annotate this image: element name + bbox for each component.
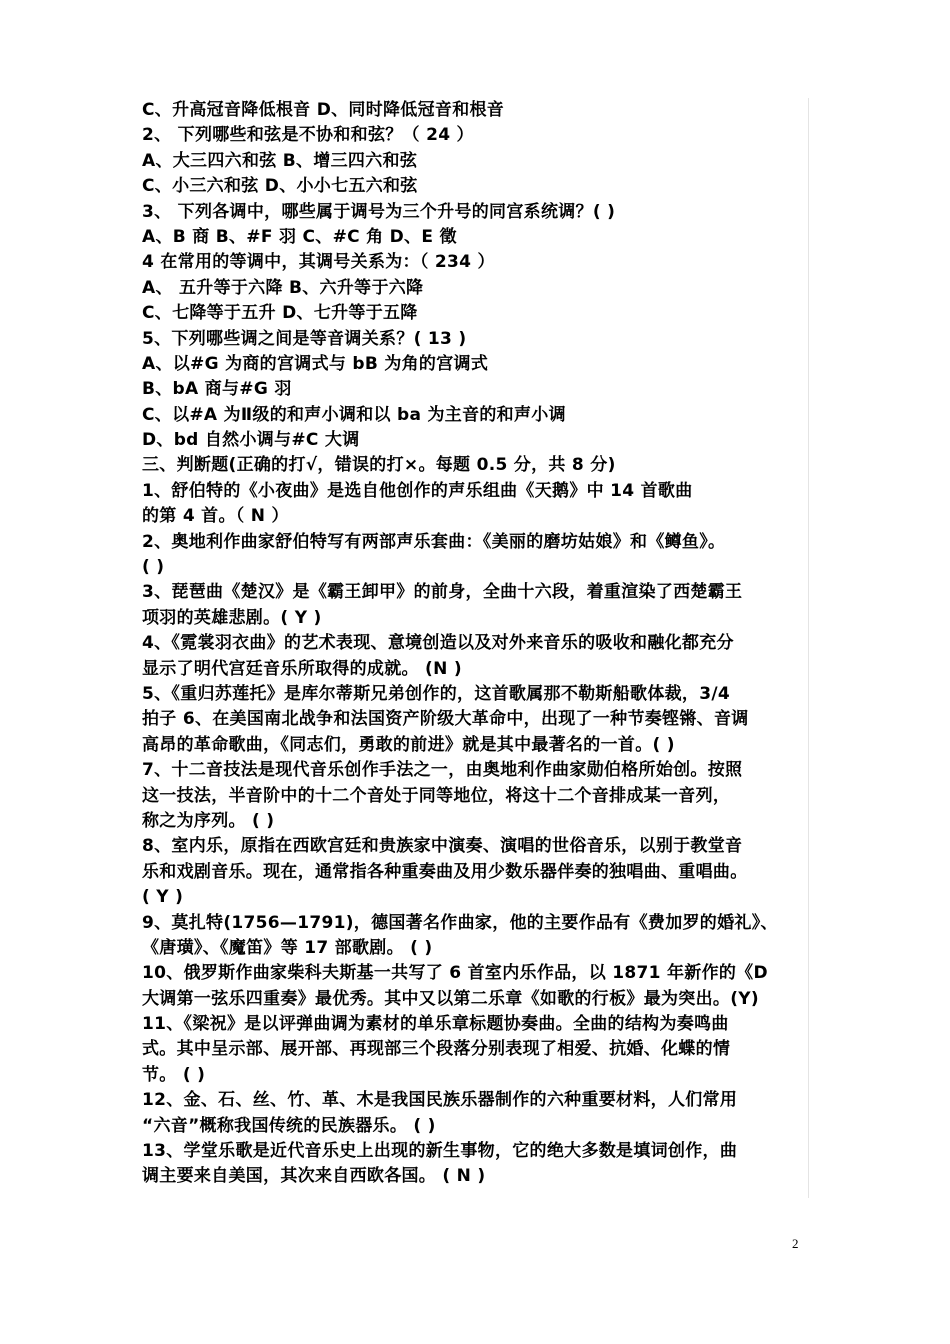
text-line: A、 五升等于六降 B、六升等于六降	[142, 277, 424, 298]
text-line: 9、莫扎特(1756—1791)，德国著名作曲家，他的主要作品有《费加罗的婚礼》、	[142, 912, 778, 933]
text-line: 节。 ( )	[142, 1064, 206, 1085]
text-line: 2、 下列哪些和弦是不协和和弦？（ 24 ）	[142, 125, 474, 146]
text-line: 高昂的革命歌曲，《同志们，勇敢的前进》就是其中最著名的一首。( )	[142, 734, 675, 755]
text-line: 10、俄罗斯作曲家柴科夫斯基一共写了 6 首室内乐作品，以 1871 年新作的《D	[142, 963, 768, 984]
text-line: C、升高冠音降低根音 D、同时降低冠音和根音	[142, 100, 505, 120]
text-line: 13、学堂乐歌是近代音乐史上出现的新生事物，它的绝大多数是填词创作，曲	[142, 1141, 738, 1162]
text-line: 称之为序列。 ( )	[142, 810, 275, 831]
text-line: 大调第一弦乐四重奏》最优秀。其中又以第二乐章《如歌的行板》最为突出。(Y)	[142, 988, 759, 1009]
text-line: A、B 商 B、#F 羽 C、#C 角 D、E 徵	[142, 226, 457, 247]
text-line: C、七降等于五升 D、七升等于五降	[142, 303, 418, 324]
text-line: 显示了明代宫廷音乐所取得的成就。 (N )	[142, 658, 462, 679]
text-line: D、bd 自然小调与#C 大调	[142, 430, 360, 451]
text-line: A、大三四六和弦 B、增三四六和弦	[142, 150, 418, 171]
text-line: 1、舒伯特的《小夜曲》是选自他创作的声乐组曲《天鹅》中 14 首歌曲	[142, 480, 693, 501]
text-line: 12、金、石、丝、竹、革、木是我国民族乐器制作的六种重要材料，人们常用	[142, 1090, 738, 1111]
text-line: ( Y )	[142, 887, 184, 908]
text-line: 4、《霓裳羽衣曲》的艺术表现、意境创造以及对外来音乐的吸收和融化都充分	[142, 633, 734, 654]
text-line: A、以#G 为商的宫调式与 bB 为角的宫调式	[142, 353, 489, 374]
text-line: 三、判断题(正确的打√，错误的打×。每题 0.5 分，共 8 分)	[142, 455, 616, 476]
text-line: C、小三六和弦 D、小小七五六和弦	[142, 176, 418, 197]
text-line: 11、《梁祝》是以评弹曲调为素材的单乐章标题协奏曲。全曲的结构为奏鸣曲	[142, 1014, 729, 1035]
text-line: 5、下列哪些调之间是等音调关系？( 13 )	[142, 328, 467, 349]
text-line: 5、《重归苏莲托》是库尔蒂斯兄弟创作的，这首歌属那不勒斯船歌体裁，3/4	[142, 683, 730, 704]
text-line: ( )	[142, 557, 165, 578]
text-line: 8、室内乐，原指在西欧宫廷和贵族家中演奏、演唱的世俗音乐，以别于教堂音	[142, 836, 743, 857]
text-line: 这一技法，半音阶中的十二个音处于同等地位，将这十二个音排成某一音列，	[142, 785, 731, 806]
text-line: 乐和戏剧音乐。现在，通常指各种重奏曲及用少数乐器伴奏的独唱曲、重唱曲。	[142, 861, 748, 882]
text-line: 2、奥地利作曲家舒伯特写有两部声乐套曲：《美丽的磨坊姑娘》和《鳟鱼》。	[142, 531, 726, 552]
text-line: 7、十二音技法是现代音乐创作手法之一，由奥地利作曲家勋伯格所始创。按照	[142, 760, 743, 781]
page-content	[142, 98, 814, 1190]
text-line: 式。其中呈示部、展开部、再现部三个段落分别表现了相爱、抗婚、化蝶的情	[142, 1039, 731, 1060]
text-line: 项羽的英雄悲剧。( Y )	[142, 607, 322, 628]
text-line: 3、琵琶曲《楚汉》是《霸王卸甲》的前身，全曲十六段，着重渲染了西楚霸王	[142, 582, 743, 603]
text-line: 的第 4 首。（ N ）	[142, 506, 289, 527]
text-line: 3、 下列各调中，哪些属于调号为三个升号的同宫系统调？( )	[142, 201, 616, 222]
page-number: 2	[792, 1236, 799, 1251]
text-line: 拍子 6、在美国南北战争和法国资产阶级大革命中，出现了一种节奏铿锵、音调	[142, 709, 749, 730]
text-line: 调主要来自美国，其次来自西欧各国。 ( N )	[142, 1166, 486, 1187]
text-line: 4 在常用的等调中，其调号关系为：（ 234 ）	[142, 252, 495, 273]
text-line: 《唐璜》、《魔笛》等 17 部歌剧。 ( )	[142, 937, 433, 958]
text-line: “六音”概称我国传统的民族器乐。 ( )	[142, 1115, 436, 1136]
text-line: C、以#A 为Ⅱ级的和声小调和以 ba 为主音的和声小调	[142, 404, 566, 425]
text-line: B、bA 商与#G 羽	[142, 379, 292, 400]
